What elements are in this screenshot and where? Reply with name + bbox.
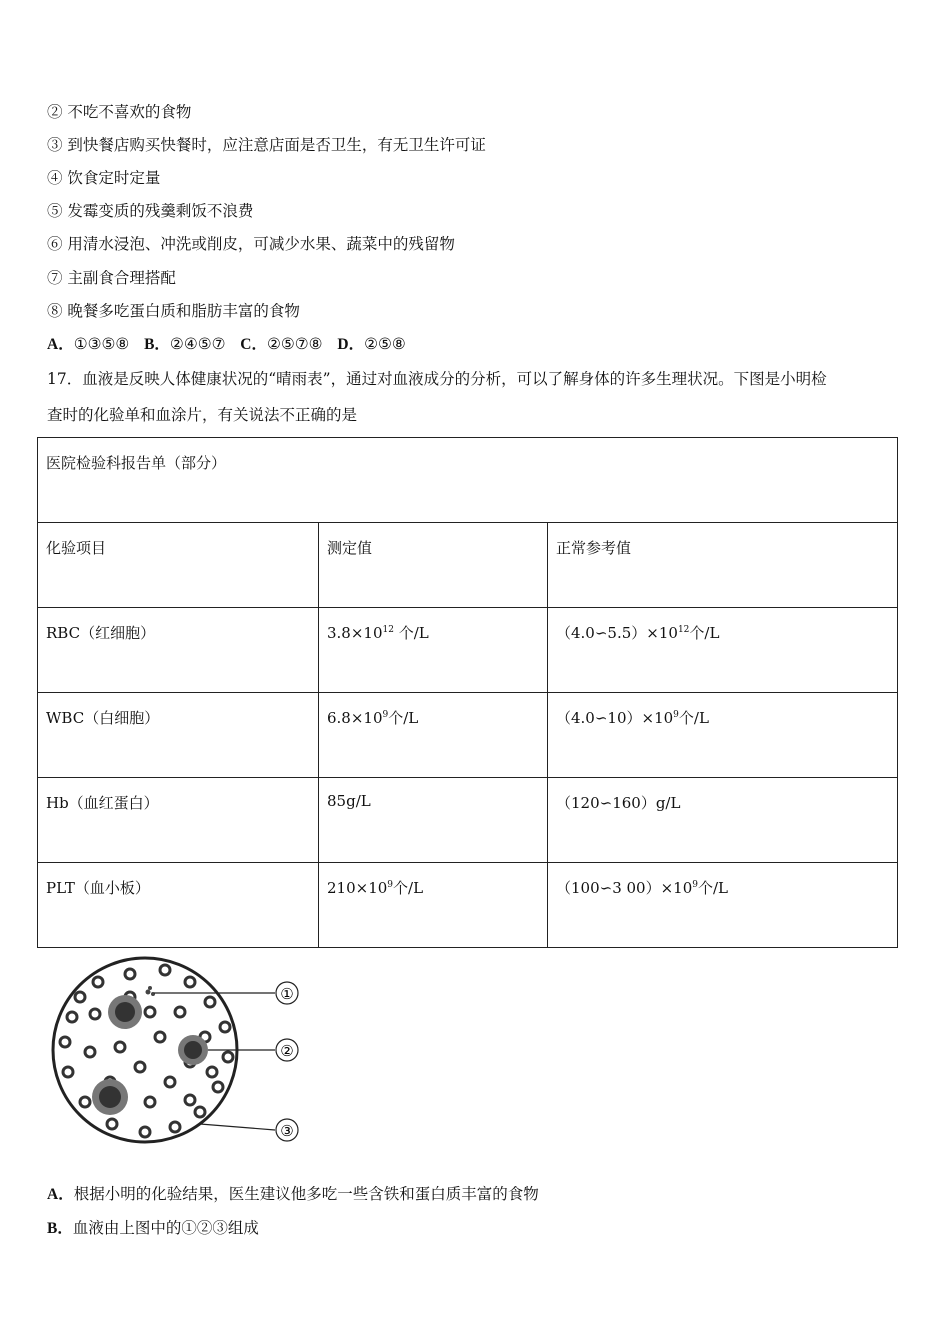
q16-option-d-label: D． [337,336,365,353]
table-row [38,693,898,778]
q16-option-c-label: C． [240,336,267,353]
row-item: PLT（血小板） [38,863,319,948]
row-value: 85g/L [319,778,548,863]
q16-item-8: ⑧ 晚餐多吃蛋白质和脂肪丰富的食物 [47,302,300,320]
q16-option-c-text: ②⑤⑦⑧ [267,335,323,353]
q16-item-2: ② 不吃不喜欢的食物 [47,103,192,121]
row-reference: $(4.0∽5.5)\times 10^{12}$个/L [548,608,898,693]
q17-option-b-label: B． [47,1220,73,1237]
header-item: 化验项目 [38,523,319,608]
lab-report-table [37,437,898,948]
q16-item-4: ④ 饮食定时定量 [47,169,161,187]
diagram-label-1: ① [280,985,294,1003]
q16-option-a-label: A． [47,336,74,353]
q16-item-6: ⑥ 用清水浸泡、冲洗或削皮，可减少水果、蔬菜中的残留物 [47,235,455,253]
row-item: RBC（红细胞） [38,608,319,693]
row-reference: （100∽3 $00)\times 10^9$个/L [548,863,898,948]
q17-option-a [47,1184,539,1205]
row-value: $210\times 10^9$个/L [319,863,548,948]
q17-option-a-label: A． [47,1186,74,1203]
diagram-label-3: ③ [280,1122,294,1140]
row-value: $3.8\times 10^{12}$ 个/L [319,608,548,693]
q16-item-3: ③ 到快餐店购买快餐时，应注意店面是否卫生，有无卫生许可证 [47,136,486,154]
blood-smear-diagram [50,952,310,1152]
q17-stem-line1: 17．血液是反映人体健康状况的“晴雨表”，通过对血液成分的分析，可以了解身体的许多生理状况。下图是小明检 [47,370,827,388]
q16-item-5: ⑤ 发霉变质的残羹剩饭不浪费 [47,202,254,220]
row-item: WBC（白细胞） [38,693,319,778]
q16-options [47,334,406,355]
table-row [38,778,898,863]
row-value: $6.8\times 10^9$个/L [319,693,548,778]
q17-stem-line2: 查时的化验单和血涂片，有关说法不正确的是 [47,406,358,424]
diagram-label-2: ② [280,1042,294,1060]
row-reference: （120∽160）g/L [548,778,898,863]
q17-option-b-text: 血液由上图中的①②③组成 [72,1219,259,1237]
report-title: 医院检验科报告单（部分） [38,438,898,523]
header-reference: 正常参考值 [548,523,898,608]
table-row [38,608,898,693]
row-item: Hb（血红蛋白） [38,778,319,863]
q16-option-a-text: ①③⑤⑧ [73,335,130,353]
table-row [38,863,898,948]
header-value: 测定值 [319,523,548,608]
row-reference: $(4.0∽10)\times 10^9$个/L [548,693,898,778]
q16-option-d-text: ②⑤⑧ [364,335,406,353]
q17-option-b [47,1218,259,1239]
q16-item-7: ⑦ 主副食合理搭配 [47,269,176,287]
q16-option-b-label: B． [144,336,170,353]
q16-option-b-text: ②④⑤⑦ [169,335,226,353]
q17-option-a-text: 根据小明的化验结果，医生建议他多吃一些含铁和蛋白质丰富的食物 [73,1185,539,1203]
